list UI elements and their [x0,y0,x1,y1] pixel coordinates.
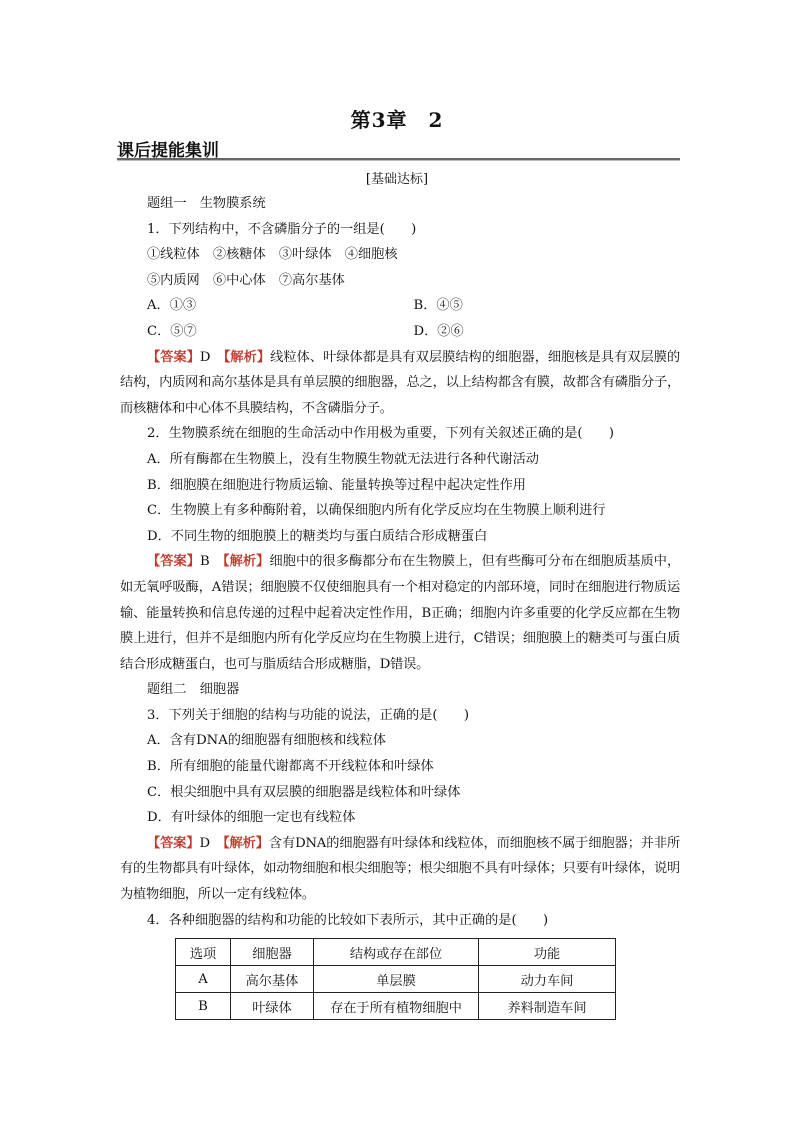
section-title: 课后提能集训 [117,141,219,161]
analysis-tag: 【解析】 [223,554,270,570]
answer-tag: 【答案】 [147,349,200,365]
answer-tag: 【答案】 [147,835,200,851]
group-title-1: 题组一 生物膜系统 [147,196,266,211]
q1-items-2: ⑤内质网 ⑥中心体 ⑦高尔基体 [147,272,345,288]
table-cell: 存在于所有植物细胞中 [314,993,479,1020]
table-cell: B [176,993,231,1020]
chapter-title: 第3章 2 [350,108,444,132]
title-divider [117,158,680,161]
table-header-cell: 选项 [176,939,231,966]
table-header-cell: 结构或存在部位 [314,939,479,966]
table-cell: 动力车间 [479,966,616,993]
q1-answer: D [199,349,224,365]
q1-options-row-2 [120,319,680,345]
group-title-2: 题组二 细胞器 [147,682,240,698]
table-cell: 单层膜 [314,966,479,993]
q2-option-c: C．生物膜上有多种酶附着，以确保细胞内所有化学反应均在生物膜上顺利进行 [147,503,606,519]
q2-answer-analysis [120,549,680,677]
table-row [176,966,616,993]
q3-answer: D [199,835,224,851]
table-cell: A [176,966,231,993]
q1-items-1: ①线粒体 ②核糖体 ③叶绿体 ④细胞核 [147,247,398,263]
q1-option-d: D．②⑥ [413,323,464,339]
q3-analysis: 含有DNA的细胞器有叶绿体和线粒体，而细胞核不属于细胞器；并非所有的生物都具有叶绿体，如动物细胞和根尖细胞等；根尖细胞不具有叶绿体；只要有叶绿体，说明为植物细胞，所以一定有线粒体。 [120,835,680,903]
answer-tag: 【答案】 [147,554,201,570]
q1-stem: 1．下列结构中，不含磷脂分子的一组是( ) [147,221,417,237]
q1-option-c: C．⑤⑦ [147,323,197,339]
q3-option-a: A．含有DNA的细胞器有细胞核和线粒体 [147,733,386,749]
analysis-tag: 【解析】 [223,835,269,851]
table-header-cell: 细胞器 [231,939,314,966]
q3-stem: 3．下列关于细胞的结构与功能的说法，正确的是( ) [147,707,469,723]
q2-option-a: A．所有酶都在生物膜上，没有生物膜生物就无法进行各种代谢活动 [147,451,539,467]
q1-option-b: B．④⑤ [413,298,463,314]
table-header-row [176,939,616,966]
q2-option-d: D．不同生物的细胞膜上的糖类均与蛋白质结合形成糖蛋白 [147,528,488,544]
subsection-label: [基础达标] [365,172,429,187]
q1-options-row-1 [120,293,680,319]
q3-option-d: D．有叶绿体的细胞一定也有线粒体 [147,810,356,826]
q2-analysis: 细胞中的很多酶都分布在生物膜上，但有些酶可分布在细胞质基质中，如无氧呼吸酶，A错误；细胞膜不仅使细胞具有一个相对稳定的内部环境，同时在细胞进行物质运输、能量转换和信息传递的过程中起着决定性作用，B正确；细胞内许多重要的化学反应都在生物膜上进行，但并不是细胞内所有化学反应均在生物膜上进行，C错误；细胞膜上的糖类可与蛋白质结合形成糖蛋白，也可与脂质结合形成糖脂，D错误。 [120,554,680,672]
table-header-cell: 功能 [479,939,616,966]
table-cell: 高尔基体 [231,966,314,993]
q2-stem: 2．生物膜系统在细胞的生命活动中作用极为重要，下列有关叙述正确的是( ) [147,426,615,442]
analysis-tag: 【解析】 [223,349,271,365]
q3-option-c: C．根尖细胞中具有双层膜的细胞器是线粒体和叶绿体 [147,784,461,800]
table-cell: 养料制造车间 [479,993,616,1020]
table-row [176,993,616,1020]
table-cell: 叶绿体 [231,993,314,1020]
q2-option-b: B．细胞膜在细胞进行物质运输、能量转换等过程中起决定性作用 [147,477,526,493]
q1-analysis: 线粒体、叶绿体都是具有双层膜结构的细胞器，细胞核是具有双层膜的结构，内质网和高尔基体是具有单层膜的细胞器，总之，以上结构都含有膜，故都含有磷脂分子，而核糖体和中心体不具膜结构，不含磷脂分子。 [120,349,680,416]
q3-answer-analysis [120,831,680,908]
q1-answer-analysis [120,345,680,422]
organelle-comparison-table [175,938,616,1020]
q3-option-b: B．所有细胞的能量代谢都离不开线粒体和叶绿体 [147,759,434,775]
q4-stem: 4．各种细胞器的结构和功能的比较如下表所示，其中正确的是( ) [147,912,549,928]
question-content [120,191,680,1020]
q1-option-a: A．①③ [147,298,197,314]
q2-answer: B [200,554,224,570]
